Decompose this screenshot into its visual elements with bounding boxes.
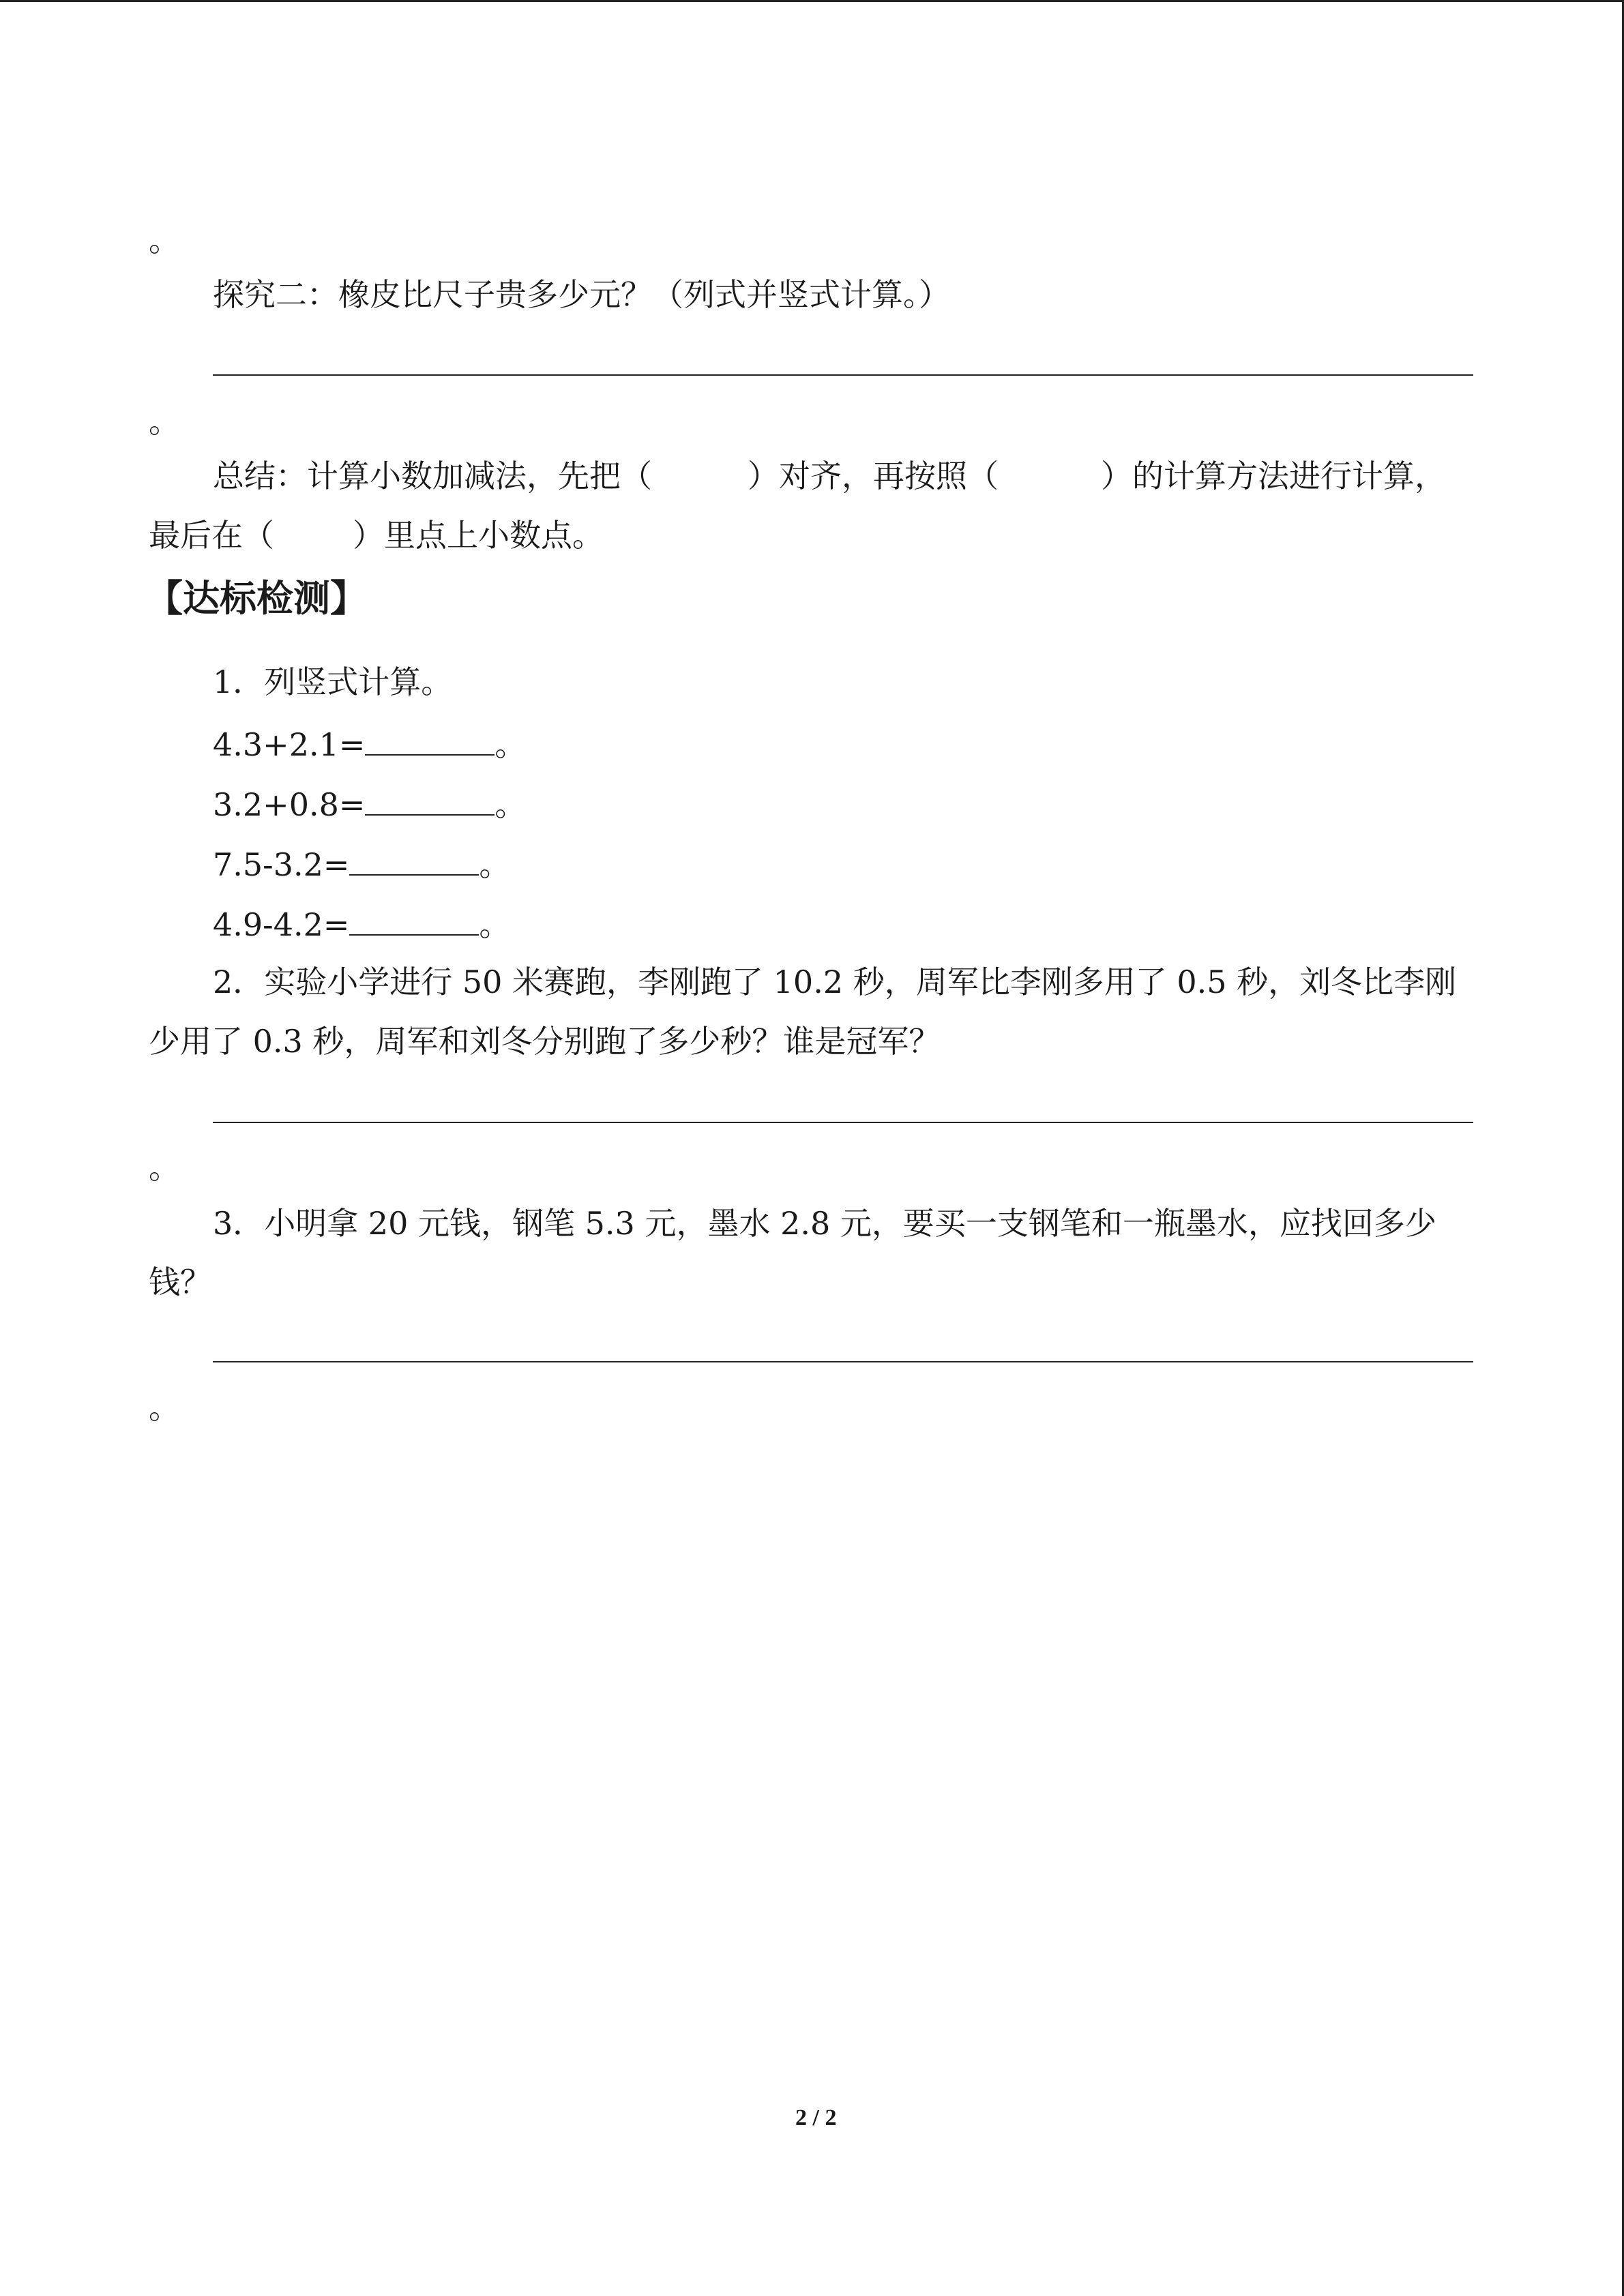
question-3-line-2: 钱？ — [149, 1264, 211, 1300]
summary-text: ）里点上小数点。 — [353, 517, 604, 554]
equation-text: 4.3+2.1= — [213, 726, 366, 763]
period-mark: 。 — [149, 403, 180, 440]
answer-line-explore-two[interactable] — [213, 374, 1473, 376]
answer-blank[interactable] — [365, 723, 494, 756]
question-2-line-1: 2．实验小学进行 50 米赛跑，李刚跑了 10.2 秒，周军比李刚多用了 0.5 秒，刘冬比李刚 — [213, 964, 1457, 1000]
equation-text: 7.5-3.2= — [213, 846, 350, 883]
summary-line-1 — [213, 456, 1446, 496]
question-3-line-1: 3．小明拿 20 元钱，钢笔 5.3 元，墨水 2.8 元，要买一支钢笔和一瓶墨水，应找回多少 — [213, 1205, 1436, 1242]
period-mark: 。 — [479, 906, 511, 943]
summary-text: ）的计算方法进行计算， — [1101, 458, 1446, 494]
answer-line-question-2[interactable] — [213, 1122, 1473, 1123]
equation-text: 4.9-4.2= — [213, 906, 350, 943]
summary-text: 总结：计算小数加减法，先把（ — [213, 458, 652, 494]
equation-row — [213, 783, 526, 825]
equation-text: 3.2+0.8= — [213, 786, 366, 823]
summary-text: 最后在（ — [149, 517, 274, 554]
period-mark: 。 — [149, 1149, 180, 1186]
answer-blank[interactable] — [349, 843, 479, 876]
period-mark: 。 — [494, 786, 527, 823]
answer-line-question-3[interactable] — [213, 1361, 1473, 1362]
equation-row — [213, 723, 526, 765]
answer-blank[interactable] — [349, 903, 479, 936]
explore-two-prompt: 探究二：橡皮比尺子贵多少元？（列式并竖式计算。） — [213, 276, 950, 313]
period-mark: 。 — [149, 1389, 180, 1426]
question-1: 1．列竖式计算。 — [213, 664, 453, 700]
equation-row — [213, 843, 510, 885]
period-mark: 。 — [479, 846, 511, 883]
page-number: 2 / 2 — [795, 2105, 837, 2130]
question-2-line-2: 少用了 0.3 秒，周军和刘冬分别跑了多少秒？谁是冠军？ — [149, 1023, 941, 1060]
page-border-top — [0, 0, 1624, 2]
answer-blank[interactable] — [365, 783, 494, 816]
summary-line-2 — [149, 515, 604, 556]
period-mark: 。 — [494, 726, 527, 763]
summary-text: ）对齐，再按照（ — [748, 458, 999, 494]
equation-row — [213, 903, 510, 945]
period-mark: 。 — [149, 222, 180, 258]
section-heading: 【达标检测】 — [146, 577, 367, 620]
